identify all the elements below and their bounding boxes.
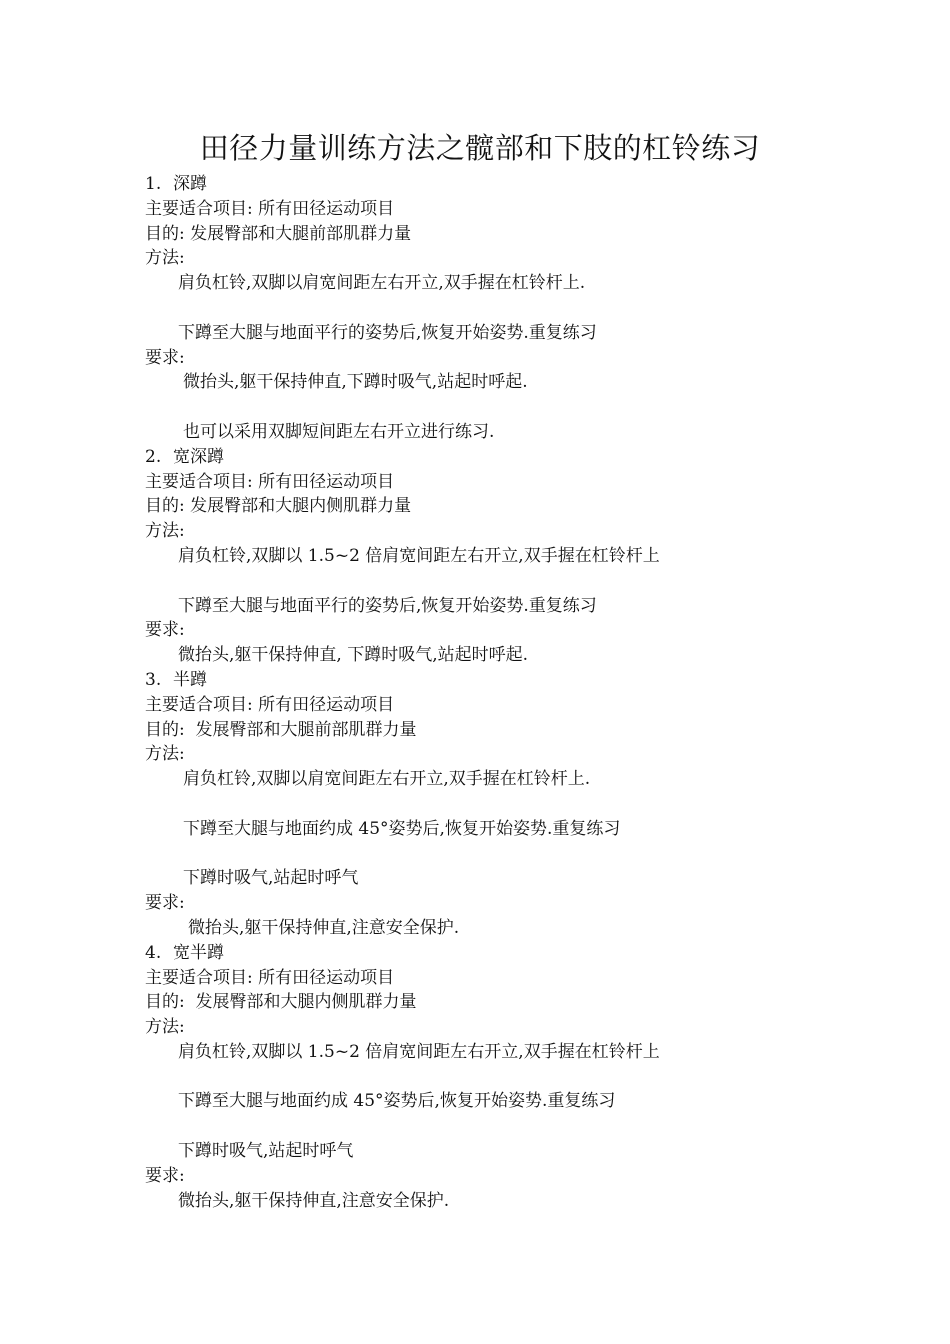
requirement-label: 要求: — [145, 1165, 185, 1186]
section-name: 宽深蹲 — [173, 446, 224, 467]
section-name: 宽半蹲 — [173, 942, 224, 963]
method-line: 下蹲至大腿与地面约成 45°姿势后,恢复开始姿势.重复练习 — [183, 818, 621, 839]
blank-line — [145, 1065, 865, 1090]
method-line: 肩负杠铃,双脚以肩宽间距左右开立,双手握在杠铃杆上. — [178, 273, 586, 294]
blank-line — [145, 395, 865, 420]
method-label: 方法: — [145, 248, 185, 269]
section-projects: 主要适合项目: 所有田径运动项目 — [145, 967, 395, 988]
method-label: 方法: — [145, 521, 185, 542]
section-name: 深蹲 — [173, 174, 207, 194]
document-title: 田径力量训练方法之髋部和下肢的杠铃练习 — [199, 131, 761, 165]
blank-line — [145, 569, 865, 594]
blank-line — [145, 792, 865, 817]
section-number: 4. — [145, 942, 162, 963]
method-line: 肩负杠铃,双脚以肩宽间距左右开立,双手握在杠铃杆上. — [183, 769, 591, 790]
requirement-label: 要求: — [145, 620, 185, 641]
blank-line — [145, 296, 865, 321]
section-heading — [145, 172, 865, 197]
requirement-line: 也可以采用双脚短间距左右开立进行练习. — [183, 421, 495, 442]
method-label: 方法: — [145, 744, 185, 765]
requirement-line: 微抬头,躯干保持伸直, 下蹲时吸气,站起时呼起. — [178, 645, 529, 666]
requirement-label: 要求: — [145, 893, 185, 914]
method-line: 下蹲时吸气,站起时呼气 — [183, 868, 359, 889]
method-line: 下蹲至大腿与地面平行的姿势后,恢复开始姿势.重复练习 — [178, 595, 597, 616]
section-number: 2. — [145, 446, 162, 467]
blank-line — [145, 1114, 865, 1139]
blank-line — [145, 842, 865, 867]
section-purpose: 目的: 发展臀部和大腿前部肌群力量 — [145, 223, 412, 244]
method-line: 下蹲至大腿与地面平行的姿势后,恢复开始姿势.重复练习 — [178, 322, 597, 343]
section-purpose: 目的: 发展臀部和大腿内侧肌群力量 — [145, 992, 417, 1013]
section-heading — [145, 941, 865, 966]
method-line: 肩负杠铃,双脚以 1.5~2 倍肩宽间距左右开立,双手握在杠铃杆上 — [178, 545, 660, 566]
method-line: 下蹲至大腿与地面约成 45°姿势后,恢复开始姿势.重复练习 — [178, 1091, 616, 1112]
document-body — [145, 172, 865, 1213]
section-projects: 主要适合项目: 所有田径运动项目 — [145, 198, 395, 219]
section-heading — [145, 445, 865, 470]
requirement-line: 微抬头,躯干保持伸直,注意安全保护. — [188, 917, 460, 938]
requirement-line: 微抬头,躯干保持伸直,下蹲时吸气,站起时呼起. — [183, 372, 528, 393]
section-purpose: 目的: 发展臀部和大腿内侧肌群力量 — [145, 496, 412, 517]
method-line: 肩负杠铃,双脚以 1.5~2 倍肩宽间距左右开立,双手握在杠铃杆上 — [178, 1041, 660, 1062]
section-projects: 主要适合项目: 所有田径运动项目 — [145, 471, 395, 492]
section-projects: 主要适合项目: 所有田径运动项目 — [145, 694, 395, 715]
section-number: 3. — [145, 669, 162, 690]
method-label: 方法: — [145, 1017, 185, 1038]
section-name: 半蹲 — [173, 669, 207, 690]
section-heading — [145, 668, 865, 693]
requirement-line: 微抬头,躯干保持伸直,注意安全保护. — [178, 1190, 450, 1211]
requirement-label: 要求: — [145, 347, 185, 368]
section-purpose: 目的: 发展臀部和大腿前部肌群力量 — [145, 719, 417, 740]
section-number: 1. — [145, 174, 162, 194]
method-line: 下蹲时吸气,站起时呼气 — [178, 1141, 354, 1162]
